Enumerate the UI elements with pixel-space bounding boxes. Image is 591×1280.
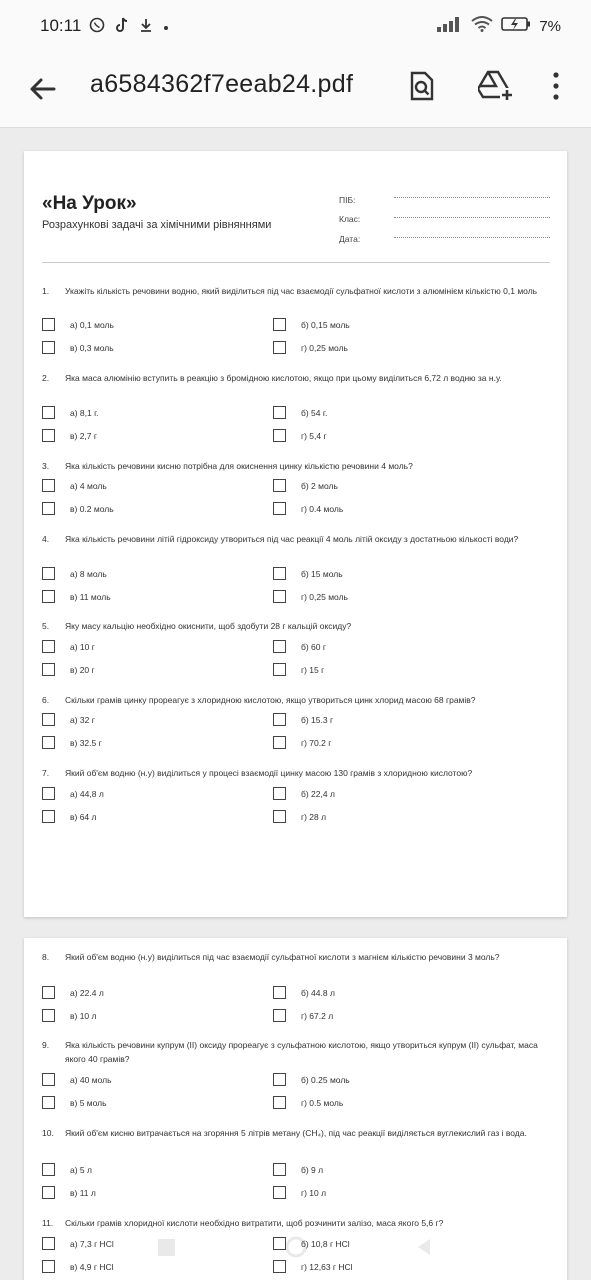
answer-label: б) 0,15 моль <box>301 319 350 330</box>
answer-checkbox <box>42 640 55 653</box>
answer-checkbox <box>42 502 55 515</box>
document-title: a6584362f7eeab24.pdf <box>90 70 354 98</box>
answer-label: б) 2 моль <box>301 480 338 491</box>
answer-option <box>273 787 335 800</box>
answer-option <box>273 429 327 442</box>
answer-label: б) 9 л <box>301 1164 324 1175</box>
answer-label: а) 44,8 л <box>70 788 104 799</box>
answer-option <box>273 590 348 603</box>
answer-option <box>42 787 104 800</box>
answer-label: г) 0.4 моль <box>301 503 344 514</box>
date-field-label: Дата: <box>339 234 361 244</box>
question-text: Яка кількість речовини кисню потрібна для окиснення цинку кількістю речовини 4 моль? <box>65 461 413 471</box>
answer-label: б) 60 г <box>301 641 326 652</box>
answer-checkbox <box>273 663 286 676</box>
answer-label: б) 44.8 л <box>301 987 335 998</box>
answer-checkbox <box>273 810 286 823</box>
status-bar <box>0 0 591 52</box>
answer-label: в) 0,3 моль <box>70 342 114 353</box>
answer-option <box>273 663 324 676</box>
answer-option <box>42 406 99 419</box>
wifi-icon <box>471 16 493 36</box>
answer-checkbox <box>273 787 286 800</box>
answer-checkbox <box>273 429 286 442</box>
question-number: 8. <box>42 952 50 962</box>
answer-checkbox <box>42 986 55 999</box>
question-1 <box>42 285 552 299</box>
answer-label: а) 10 г <box>70 641 95 652</box>
search-document-icon[interactable] <box>406 70 438 102</box>
answer-checkbox <box>273 1186 286 1199</box>
answer-checkbox <box>273 567 286 580</box>
answer-option <box>273 1073 350 1086</box>
answer-checkbox <box>273 318 286 331</box>
answer-checkbox <box>273 590 286 603</box>
answer-label: а) 8 моль <box>70 568 107 579</box>
system-nav-bar <box>0 1232 591 1262</box>
answer-checkbox <box>42 1073 55 1086</box>
question-text: Скільки грамів хлоридної кислоти необхідно витратити, щоб розчинити залізо, маса якого 5,6 г? <box>65 1218 444 1228</box>
answer-option <box>42 1073 112 1086</box>
answer-label: а) 5 л <box>70 1164 92 1175</box>
answer-option <box>42 713 95 726</box>
question-9 <box>42 1039 552 1066</box>
answer-label: в) 11 моль <box>70 591 111 602</box>
answer-label: б) 15 моль <box>301 568 343 579</box>
question-number: 11. <box>42 1218 54 1228</box>
answer-checkbox <box>273 406 286 419</box>
answer-option <box>42 1163 92 1176</box>
tiktok-icon <box>115 17 129 36</box>
answer-label: в) 2,7 г <box>70 430 97 441</box>
answer-option <box>273 713 333 726</box>
answer-checkbox <box>42 1009 55 1022</box>
answer-label: в) 0.2 моль <box>70 503 114 514</box>
question-number: 3. <box>42 461 50 471</box>
answer-option <box>273 1186 326 1199</box>
worksheet-brand: «На Урок» <box>42 193 137 214</box>
answer-checkbox <box>42 663 55 676</box>
answer-option <box>42 1096 107 1109</box>
question-7 <box>42 767 552 781</box>
question-number: 6. <box>42 695 50 705</box>
status-time: 10:11 <box>40 16 82 35</box>
download-icon <box>139 17 153 36</box>
answer-label: г) 28 л <box>301 811 327 822</box>
battery-icon <box>501 16 531 36</box>
drive-add-icon[interactable] <box>478 70 510 102</box>
answer-label: г) 67.2 л <box>301 1010 334 1021</box>
answer-checkbox <box>42 736 55 749</box>
answer-option <box>273 1009 333 1022</box>
answer-checkbox <box>42 318 55 331</box>
name-field-label: ПІБ: <box>339 195 356 205</box>
answer-label: г) 5,4 г <box>301 430 327 441</box>
answer-option <box>42 567 107 580</box>
answer-label: б) 15.3 г <box>301 714 334 725</box>
answer-option <box>42 502 114 515</box>
home-icon <box>287 1238 305 1256</box>
back-arrow-icon[interactable] <box>26 72 60 106</box>
answer-label: а) 32 г <box>70 714 95 725</box>
answer-option <box>42 318 114 331</box>
answer-checkbox <box>273 502 286 515</box>
answer-label: г) 10 л <box>301 1187 327 1198</box>
answer-option <box>42 810 96 823</box>
answer-checkbox <box>42 590 55 603</box>
answer-option <box>42 986 104 999</box>
question-text: Яка кількість речовини купрум (II) оксиду прореагує з сульфатною кислотою, якщо утвориться купрум (II) сульфат, маса якого 40 грамів? <box>65 1040 538 1064</box>
answer-checkbox <box>273 1096 286 1109</box>
answer-checkbox <box>42 479 55 492</box>
question-text: Який об'єм водню (н.у) виділиться під час взаємодії сульфатної кислоти з магнієм кількістю речовини 3 моль? <box>65 952 500 962</box>
answer-label: в) 11 л <box>70 1187 96 1198</box>
question-6 <box>42 694 552 708</box>
header-divider <box>42 262 550 263</box>
answer-label: г) 70.2 г <box>301 737 332 748</box>
answer-checkbox <box>273 1009 286 1022</box>
answer-option <box>273 341 348 354</box>
answer-option <box>273 736 331 749</box>
question-5 <box>42 620 552 634</box>
answer-checkbox <box>273 479 286 492</box>
answer-checkbox <box>273 736 286 749</box>
answer-checkbox <box>273 1073 286 1086</box>
viber-icon <box>89 17 105 36</box>
answer-checkbox <box>273 986 286 999</box>
answer-option <box>42 590 111 603</box>
answer-label: в) 20 г <box>70 664 95 675</box>
answer-option <box>273 1096 343 1109</box>
pdf-page-1 <box>24 151 567 917</box>
answer-checkbox <box>42 713 55 726</box>
answer-checkbox <box>273 713 286 726</box>
question-11 <box>42 1217 552 1231</box>
question-number: 1. <box>42 286 50 296</box>
pdf-page-2 <box>24 938 567 1280</box>
answer-checkbox <box>42 406 55 419</box>
answer-label: г) 15 г <box>301 664 325 675</box>
answer-option <box>273 810 326 823</box>
answer-checkbox <box>42 429 55 442</box>
answer-option <box>42 663 95 676</box>
answer-checkbox <box>42 341 55 354</box>
recents-icon <box>158 1239 175 1256</box>
answer-label: а) 0,1 моль <box>70 319 114 330</box>
answer-label: г) 0,25 моль <box>301 591 348 602</box>
answer-label: а) 22.4 л <box>70 987 104 998</box>
question-2 <box>42 372 552 386</box>
answer-label: в) 5 моль <box>70 1097 107 1108</box>
class-field-line <box>394 217 550 218</box>
question-number: 4. <box>42 534 50 544</box>
answer-label: а) 7,3 г HCl <box>70 1238 114 1249</box>
answer-checkbox <box>273 640 286 653</box>
question-number: 5. <box>42 621 50 631</box>
answer-option <box>273 502 343 515</box>
answer-option <box>273 640 326 653</box>
answer-label: г) 12,63 г HCl <box>301 1261 353 1272</box>
question-text: Скільки грамів цинку прореагує з хлоридною кислотою, якщо утвориться цинк хлорид масою 68 грамів? <box>65 695 476 705</box>
answer-option <box>42 1009 96 1022</box>
battery-level: 7% <box>539 17 561 35</box>
answer-checkbox <box>273 341 286 354</box>
date-field-line <box>394 237 550 238</box>
answer-option <box>42 640 95 653</box>
answer-checkbox <box>42 810 55 823</box>
app-toolbar <box>0 52 591 128</box>
answer-label: г) 0.5 моль <box>301 1097 344 1108</box>
answer-checkbox <box>273 1163 286 1176</box>
worksheet-subtitle: Розрахункові задачі за хімічними рівняннями <box>42 219 272 231</box>
name-field-line <box>394 197 550 198</box>
signal-icon <box>437 16 463 36</box>
question-number: 7. <box>42 768 50 778</box>
answer-option <box>273 318 350 331</box>
question-3 <box>42 460 552 474</box>
question-number: 2. <box>42 373 50 383</box>
question-text: Яка кількість речовини літій гідроксиду утвориться під час реакції 4 моль літій оксиду з достатньою кількості води? <box>65 534 519 544</box>
class-field-label: Клас: <box>339 214 361 224</box>
answer-option <box>42 1186 96 1199</box>
answer-label: в) 32.5 г <box>70 737 102 748</box>
answer-label: б) 0.25 моль <box>301 1074 350 1085</box>
answer-checkbox <box>42 567 55 580</box>
answer-option <box>42 341 114 354</box>
answer-label: б) 54 г. <box>301 407 328 418</box>
answer-option <box>273 479 338 492</box>
question-text: Яку масу кальцію необхідно окиснити, щоб здобути 28 г кальцій оксиду? <box>65 621 352 631</box>
answer-option <box>42 479 107 492</box>
more-options-icon[interactable] <box>548 70 564 102</box>
answer-option <box>42 429 97 442</box>
answer-option <box>273 986 335 999</box>
answer-label: б) 22,4 л <box>301 788 335 799</box>
question-text: Який об'єм водню (н.у) виділиться у процесі взаємодії цинку масою 130 грамів з хлоридною кислотою? <box>65 768 473 778</box>
question-4 <box>42 533 552 547</box>
answer-label: б) 10,8 г HCl <box>301 1238 350 1249</box>
answer-checkbox <box>42 1096 55 1109</box>
dot-icon <box>163 18 169 34</box>
answer-option <box>42 736 102 749</box>
question-text: Укажіть кількість речовини водню, який виділиться під час взаємодії сульфатної кислоти з алюмінієм кількістю 0,1 моль <box>65 286 538 296</box>
question-text: Який об'єм кисню витрачається на згоряння 5 літрів метану (CH₄), під час реакції виділяється вуглекислий газ і вода. <box>65 1128 527 1138</box>
answer-checkbox <box>42 1163 55 1176</box>
answer-checkbox <box>42 1186 55 1199</box>
question-text: Яка маса алюмінію вступить в реакцію з бромідною кислотою, якщо при цьому виділиться 6,72 л водню за н.у. <box>65 373 502 383</box>
answer-label: в) 64 л <box>70 811 97 822</box>
answer-label: а) 8,1 г. <box>70 407 99 418</box>
answer-label: в) 10 л <box>70 1010 97 1021</box>
question-number: 10. <box>42 1128 54 1138</box>
answer-option <box>273 567 343 580</box>
answer-label: в) 4,9 г HCl <box>70 1261 114 1272</box>
nav-back-icon <box>418 1239 430 1255</box>
answer-label: а) 4 моль <box>70 480 107 491</box>
question-number: 9. <box>42 1040 50 1050</box>
answer-label: г) 0,25 моль <box>301 342 348 353</box>
answer-checkbox <box>42 787 55 800</box>
answer-option <box>273 1163 323 1176</box>
question-10 <box>42 1127 552 1141</box>
answer-option <box>273 406 327 419</box>
answer-label: а) 40 моль <box>70 1074 112 1085</box>
question-8 <box>42 951 552 965</box>
